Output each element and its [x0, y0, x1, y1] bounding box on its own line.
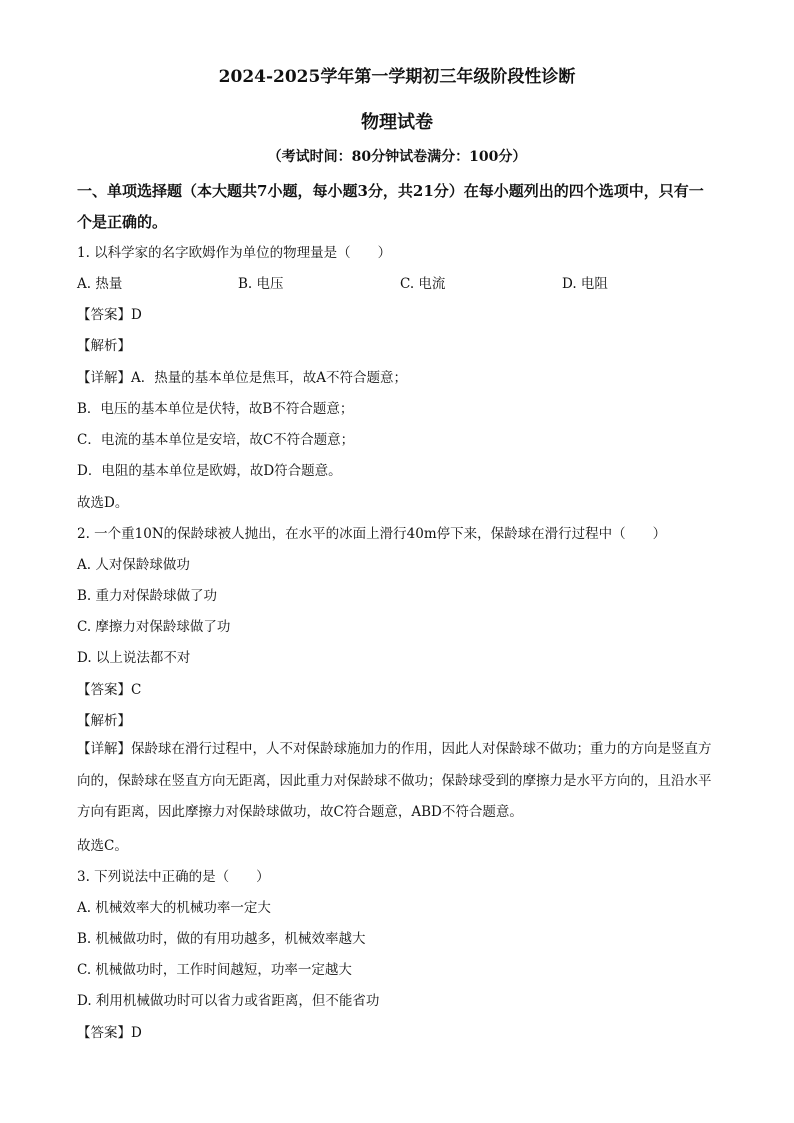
page-subtitle: 物理试卷	[361, 112, 433, 133]
detail-text: A．热量的基本单位是焦耳，故A不符合题意；	[131, 370, 407, 386]
answer-value: D	[131, 1025, 142, 1041]
q1-answer	[77, 303, 142, 323]
q2-analysis-tag: 【解析】	[77, 713, 131, 729]
q2-option-b: B. 重力对保龄球做了功	[77, 588, 218, 604]
detail-tag: 【详解】	[77, 370, 131, 386]
detail-tag: 【详解】	[77, 741, 131, 757]
q3-option-c: C. 机械做功时，工作时间越短，功率一定越大	[77, 962, 352, 978]
question-2-stem: 2. 一个重10N的保龄球被人抛出，在水平的冰面上滑行40m停下来，保龄球在滑行过程中（ ）	[77, 526, 667, 542]
q2-option-d: D. 以上说法都不对	[77, 650, 191, 666]
answer-tag: 【答案】	[77, 1025, 131, 1041]
q1-detail-line-2: B．电压的基本单位是伏特，故B不符合题意；	[77, 401, 354, 417]
q1-conclusion: 故选D。	[77, 495, 129, 511]
answer-value: D	[131, 307, 142, 323]
answer-tag: 【答案】	[77, 307, 131, 323]
q1-option-a: A. 热量	[77, 276, 123, 292]
q1-detail-line-1	[77, 366, 407, 386]
section-heading: 一、单项选择题（本大题共7小题，每小题3分，共21分）在每小题列出的四个选项中，只有一个是正确的。	[77, 182, 704, 231]
q3-answer	[77, 1021, 142, 1041]
answer-tag: 【答案】	[77, 682, 131, 698]
q1-analysis-tag: 【解析】	[77, 338, 131, 354]
q1-option-b: B. 电压	[238, 276, 284, 292]
q1-detail-line-3: C．电流的基本单位是安培，故C不符合题意；	[77, 432, 355, 448]
question-1-stem: 1. 以科学家的名字欧姆作为单位的物理量是（ ）	[77, 245, 392, 261]
answer-value: C	[131, 682, 142, 698]
q1-option-c: C. 电流	[400, 276, 446, 292]
q2-detail	[77, 734, 717, 829]
q2-answer	[77, 678, 141, 698]
q2-conclusion: 故选C。	[77, 838, 128, 854]
q3-option-a: A. 机械效率大的机械功率一定大	[77, 900, 271, 916]
page-title: 2024-2025学年第一学期初三年级阶段性诊断	[218, 67, 576, 87]
detail-text: 保龄球在滑行过程中，人不对保龄球施加力的作用，因此人对保龄球不做功；重力的方向是竖直方向的，保龄球在竖直方向无距离，因此重力对保龄球不做功；保龄球受到的摩擦力是水平方向的，且沿水平方向有距离，因此摩擦力对保龄球做功，故C符合题意，ABD不符合题意。	[77, 741, 712, 820]
exam-info: （考试时间：80分钟试卷满分：100分）	[267, 149, 527, 165]
q1-detail-line-4: D．电阻的基本单位是欧姆，故D符合题意。	[77, 463, 342, 479]
q2-option-a: A. 人对保龄球做功	[77, 557, 190, 573]
q3-option-d: D. 利用机械做功时可以省力或省距离，但不能省功	[77, 993, 380, 1009]
q2-option-c: C. 摩擦力对保龄球做了功	[77, 619, 231, 635]
q1-option-d: D. 电阻	[562, 276, 608, 292]
question-3-stem: 3. 下列说法中正确的是（ ）	[77, 869, 270, 885]
q3-option-b: B. 机械做功时，做的有用功越多，机械效率越大	[77, 931, 366, 947]
